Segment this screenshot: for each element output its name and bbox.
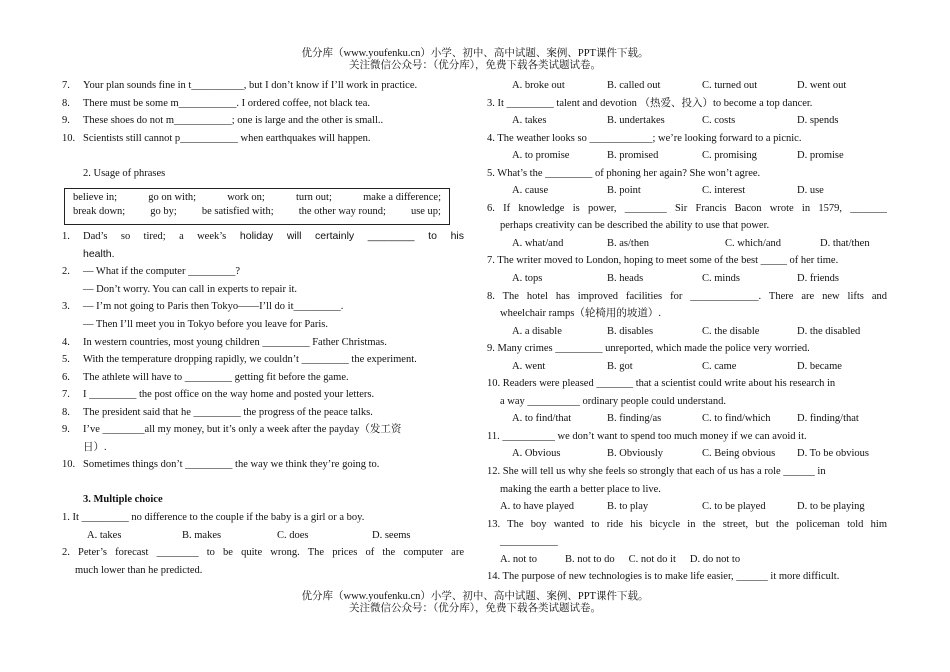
option-b: B. undertakes — [607, 115, 665, 127]
phrase: work on; — [227, 192, 265, 204]
question-number: 4. — [62, 336, 70, 348]
mc-question-8: 8. The hotel has improved facilities for _____________. There are new lifts and — [487, 290, 887, 302]
phrase-box — [64, 188, 450, 225]
option-b: B. disables — [607, 325, 654, 337]
section-3-title: 3. Multiple choice — [83, 494, 163, 506]
mc-question-2-options — [487, 77, 887, 95]
option-a: A. cause — [512, 185, 549, 197]
question-text: The president said that he _________ the progress of the peace talks. — [83, 406, 373, 418]
question-text: With the temperature dropping rapidly, we couldn’t _________ the experiment. — [83, 354, 417, 366]
phrase: be satisfied with; — [201, 206, 274, 218]
phrase: believe in; — [73, 192, 118, 204]
mc-question-4-options — [487, 147, 887, 165]
option-a: A. what/and — [512, 237, 564, 249]
option-d: D. to be playing — [797, 501, 865, 513]
option-d: D. seems — [372, 529, 411, 541]
option-b: B. finding/as — [607, 413, 662, 425]
usage-question-8 — [62, 404, 464, 422]
question-number: 1. — [62, 231, 70, 243]
usage-question-7 — [62, 386, 464, 404]
option-a: A. to have played — [500, 501, 575, 513]
option-c: C. to be played — [702, 501, 766, 513]
option-d: D. became — [797, 360, 842, 372]
mc-question-3-options — [487, 112, 887, 130]
question-text: There must be some m___________. I ordered coffee, not black tea. — [83, 97, 371, 109]
usage-question-9-cont: 日）. — [83, 441, 107, 453]
usage-question-1 — [62, 228, 464, 246]
phrase: the other way round; — [298, 206, 386, 218]
option-d: D. use — [797, 185, 824, 197]
option-a: A. to promise — [512, 150, 570, 162]
mc-question-9: 9. Many crimes _________ unreported, which made the police very worried. — [487, 343, 810, 355]
option-a: A. takes — [87, 529, 122, 541]
spelling-question-8 — [62, 95, 464, 113]
option-d: D. went out — [797, 80, 847, 91]
question-text: Scientists still cannot p___________ when earthquakes will happen. — [83, 132, 371, 144]
usage-question-9 — [62, 421, 464, 439]
spelling-question-9 — [62, 112, 464, 130]
mc-question-4: 4. The weather looks so ____________; we’re looking forward to a picnic. — [487, 132, 802, 144]
question-number: 5. — [62, 354, 70, 366]
option-b: B. got — [607, 360, 633, 372]
option-c: C. to find/which — [702, 413, 771, 425]
page-header — [0, 48, 950, 72]
option-b: B. Obviously — [607, 448, 664, 460]
phrase: go by; — [150, 206, 177, 218]
header-line-1: 优分库（www.youfenku.cn）小学、初中、高中试题、案例、PPT课件下载。 — [301, 48, 649, 59]
usage-question-2-reply: — Don’t worry. You can call in experts to repair it. — [83, 283, 298, 295]
question-number: 3. — [62, 301, 70, 313]
option-c: C. Being obvious — [702, 448, 776, 460]
mc-question-5-options — [487, 182, 887, 200]
option-b: B. called out — [607, 80, 661, 91]
option-d: D. finding/that — [797, 413, 859, 425]
usage-question-3-reply: — Then I’ll meet you in Tokyo before you leave for Paris. — [83, 319, 328, 331]
option-d: D. To be obvious — [797, 448, 869, 460]
option-b: B. heads — [607, 273, 644, 285]
option-c: C. minds — [702, 273, 740, 285]
option-a: A. Obvious — [512, 448, 561, 460]
mc-question-2: 2. Peter’s forecast ________ to be quite wrong. The prices of the computer are — [62, 547, 464, 559]
usage-question-5 — [62, 351, 464, 369]
mc-question-6-cont: perhaps creativity can be described the ability to use that power. — [500, 220, 770, 232]
page-footer — [0, 591, 950, 615]
option-c: C. turned out — [702, 80, 758, 91]
spelling-question-10 — [62, 130, 464, 148]
mc-question-10-options — [487, 410, 887, 428]
option-d: D. friends — [797, 273, 839, 285]
question-number: 8. — [62, 97, 70, 109]
phrase: turn out; — [296, 192, 332, 204]
mc-question-10-cont: a way __________ ordinary people could understand. — [500, 395, 726, 407]
phrase: go on with; — [148, 192, 197, 204]
option-a: A. tops — [512, 273, 543, 285]
usage-question-3 — [62, 298, 464, 316]
mc-question-13-options — [487, 551, 887, 569]
spelling-question-7 — [62, 77, 464, 95]
question-number: 7. — [62, 80, 70, 91]
question-text: — I’m not going to Paris then Tokyo——I’ll do it_________. — [83, 301, 344, 313]
mc-question-3: 3. It _________ talent and devotion （热爱、投入）to become a top dancer. — [487, 97, 813, 109]
phrase-row-1 — [73, 191, 441, 205]
question-text: Dad’s so tired; a week’s holiday will certainly ________ to his — [83, 230, 464, 243]
mc-question-8-cont: wheelchair ramps（轮椅用的坡道）. — [500, 308, 661, 320]
option-d: D. spends — [797, 115, 839, 127]
mc-question-8-options — [487, 323, 887, 341]
header-line-2: 关注微信公众号：（优分库），免费下载各类试题试卷。 — [349, 60, 601, 71]
option-b: B. not to do — [565, 553, 615, 565]
option-d: D. promise — [797, 150, 844, 162]
option-b: B. to play — [607, 501, 649, 513]
question-number: 6. — [62, 371, 70, 383]
option-d: D. do not to — [689, 553, 741, 565]
mc-question-6-options — [487, 235, 887, 253]
question-number: 8. — [62, 406, 70, 418]
question-text: I’ve ________all my money, but it’s only a week after the payday（发工资 — [83, 424, 402, 436]
option-a: A. went — [512, 360, 546, 372]
mc-question-12-cont: making the earth a better place to live. — [500, 483, 661, 495]
question-number: 9. — [62, 115, 70, 127]
question-number: 10. — [62, 459, 76, 471]
option-a: A. not to — [500, 553, 538, 565]
mc-question-5: 5. What’s the _________ of phoning her again? She won’t agree. — [487, 167, 761, 179]
question-text: — What if the computer _________? — [83, 266, 240, 278]
question-text: The athlete will have to _________ getting fit before the game. — [83, 371, 349, 383]
question-text: Sometimes things don’t _________ the way we think they’re going to. — [83, 459, 380, 471]
mc-question-1-options — [62, 527, 464, 545]
option-c: C. came — [702, 360, 737, 372]
option-c: C. costs — [702, 115, 736, 127]
question-text: These shoes do not m___________; one is large and the other is small.. — [83, 115, 384, 127]
phrase: break down; — [73, 206, 126, 218]
mc-question-9-options — [487, 358, 887, 376]
option-c: C. does — [277, 529, 309, 541]
option-c: C. the disable — [702, 325, 760, 337]
option-b: B. point — [607, 185, 641, 197]
phrase: make a difference; — [363, 192, 441, 204]
usage-question-4 — [62, 334, 464, 352]
option-c: C. which/and — [725, 237, 781, 249]
phrase: use up; — [410, 206, 441, 218]
question-number: 10. — [62, 132, 76, 144]
option-b: B. makes — [182, 529, 222, 541]
left-column — [62, 77, 464, 579]
question-number: 2. — [62, 266, 70, 278]
right-column — [487, 77, 887, 586]
mc-question-10: 10. Readers were pleased _______ that a scientist could write about his research in — [487, 378, 836, 390]
question-text: I _________ the post office on the way home and posted your letters. — [83, 389, 375, 401]
phrase-row-2 — [73, 205, 441, 219]
question-number: 7. — [62, 389, 70, 401]
option-c: C. not do it — [628, 553, 676, 565]
section-2-title: 2. Usage of phrases — [83, 167, 166, 179]
option-b: B. promised — [607, 150, 659, 162]
usage-question-2 — [62, 263, 464, 281]
usage-question-1-cont: health. — [83, 247, 115, 260]
mc-question-1: 1. It _________ no difference to the couple if the baby is a girl or a boy. — [62, 512, 365, 524]
question-text: Your plan sounds fine in t__________, but I don’t know if I’ll work in practice. — [83, 80, 418, 91]
mc-question-11-options — [487, 445, 887, 463]
usage-question-6 — [62, 369, 464, 387]
option-c: C. interest — [702, 185, 746, 197]
mc-question-7-options — [487, 270, 887, 288]
option-a: A. broke out — [512, 80, 565, 91]
mc-question-7: 7. The writer moved to London, hoping to meet some of the best _____ of her time. — [487, 255, 839, 267]
option-a: A. a disable — [512, 325, 562, 337]
option-a: A. to find/that — [512, 413, 572, 425]
mc-question-11: 11. __________ we don’t want to spend too much money if we can avoid it. — [487, 430, 807, 442]
footer-line-1: 优分库（www.youfenku.cn）小学、初中、高中试题、案例、PPT课件下载。 — [301, 591, 649, 602]
mc-question-13: 13. The boy wanted to ride his bicycle in the street, but the policeman told him — [487, 518, 887, 530]
question-text: In western countries, most young children _________ Father Christmas. — [83, 336, 387, 348]
mc-question-2-cont: much lower than he predicted. — [75, 564, 203, 576]
usage-question-10 — [62, 456, 464, 474]
mc-question-13-cont: ___________ — [500, 536, 558, 548]
option-d: D. the disabled — [797, 325, 861, 337]
footer-line-2: 关注微信公众号：（优分库），免费下载各类试题试卷。 — [349, 603, 601, 614]
option-d: D. that/then — [820, 237, 870, 249]
option-a: A. takes — [512, 115, 547, 127]
mc-question-12: 12. She will tell us why she feels so strongly that each of us has a role ______ in — [487, 466, 826, 478]
mc-question-6: 6. If knowledge is power, ________ Sir Francis Bacon wrote in 1579, _______ — [487, 202, 887, 214]
question-number: 9. — [62, 424, 70, 436]
option-c: C. promising — [702, 150, 757, 162]
mc-question-12-options — [487, 498, 887, 516]
mc-question-14: 14. The purpose of new technologies is to make life easier, ______ it more difficult. — [487, 571, 840, 583]
option-b: B. as/then — [607, 237, 649, 249]
